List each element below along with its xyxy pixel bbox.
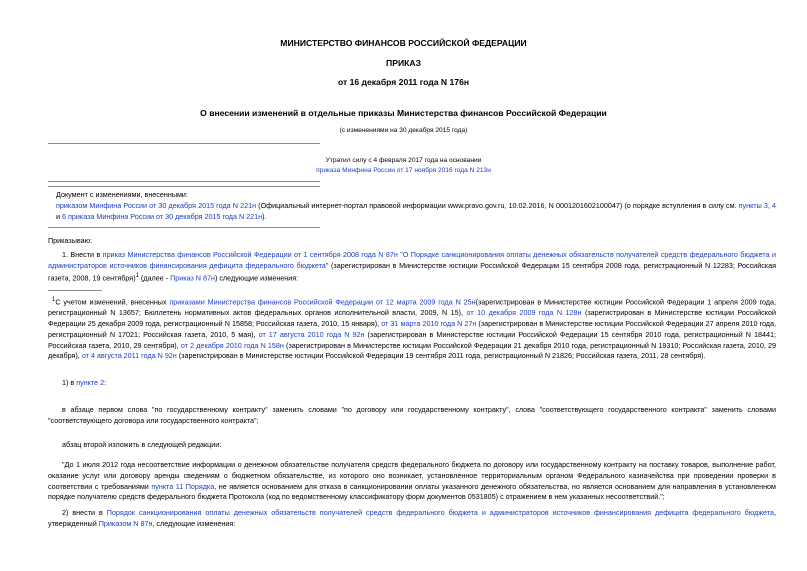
lost-force-link[interactable] <box>0 166 807 177</box>
order-word: Приказываю: <box>48 236 92 245</box>
changes-block <box>56 190 776 222</box>
doc-type-heading: ПРИКАЗ <box>386 58 421 68</box>
fn-link-25n[interactable]: приказами Министерства финансов Российской Федерации от 12 марта 2009 года N 25н <box>169 297 476 307</box>
fn-text-g: (зарегистрирован в Министерстве юстиции Российской Федерации 19 сентября 2011 года, регистрационный N 21826; Российская газета, 2011, 28 сентября). <box>176 351 706 361</box>
p1-text-c: (зарегистрирован в Министерстве юстиции Российской Федерации 15 сентября 2008 года, регистрационный N 12283; Российская газета, 2008, 19 сентября) <box>48 260 776 283</box>
divider <box>48 143 320 144</box>
divider <box>48 181 320 182</box>
fn-link-92n-2010[interactable]: от 17 августа 2010 года N 92н <box>258 329 365 339</box>
changes-text-1: (Официальный интернет-портал правовой информации www.pravo.gov.ru, 10.02.2016, N 0001201602100047) (о порядке вступления в силу см. <box>256 200 739 210</box>
ministry-heading: МИНИСТЕРСТВО ФИНАНСОВ РОССИЙСКОЙ ФЕДЕРАЦИИ <box>280 38 527 48</box>
changes-text <box>56 201 776 223</box>
quote-text-a: "До 1 июля 2012 года несоответствие информации о денежном обязательстве получателя средств федерального бюджета по договору или государственному контракту на поставку товаров, выполнение работ, оказание услуг или договору аренды сведениям о бюджетном обязательстве, из которого оно возникает, установленное территориальным органом Федерального казначейства при проведении проверки в соответствии с требованиями <box>48 460 776 491</box>
doc-date-heading: от 16 декабря 2011 года N 176н <box>337 77 470 87</box>
item-2-text-b: , утвержденный <box>48 508 777 528</box>
fn-link-158n[interactable]: от 2 декабря 2010 года N 158н <box>180 340 284 350</box>
fn-text-e: (зарегистрирован в Министерстве юстиции Российской Федерации 15 сентября 2010 года, регистрационный N 18441; Российская газета, 2010, 29 сентября), <box>48 329 777 350</box>
abz-2 <box>48 440 776 451</box>
point-2-link[interactable]: пункте 2 <box>76 378 105 387</box>
fn-text-b: (зарегистрирован в Министерстве юстиции Российской Федерации 1 апреля 2009 года, регистрационный N 13657; Бюллетень нормативных актов федеральных органов исполнительной власти, 2009, N 15), <box>48 297 776 318</box>
lost-force-text: Утратил силу с 4 февраля 2017 года на основании <box>325 157 482 164</box>
item-1-text-b: : <box>104 378 107 387</box>
order-87n-link-2[interactable]: Приказом N 87н <box>98 518 153 528</box>
fn-text-a: С учетом изменений, внесенных <box>55 297 170 307</box>
point-11-link[interactable]: пункта 11 Порядка <box>151 481 215 491</box>
fn-text-d: (зарегистрирован в Министерстве юстиции Российской Федерации 27 апреля 2010 года, регистрационный N 17021; Российская газета, 2010, 5 мая), <box>48 318 776 339</box>
footnote-block <box>48 295 776 362</box>
fn-text-c: (зарегистрирован в Министерстве юстиции Российской Федерации 25 декабря 2009 года, регистрационный N 15858; Российская газета, 2010, 15 января), <box>48 308 776 328</box>
item-2-text-c: , следующие изменения: <box>152 518 236 528</box>
fn-text-f: (зарегистрирован в Министерстве юстиции Российской Федерации 21 декабря 2010 года, регистрационный N 19310; Российская газета, 2010, 29 декабря), <box>48 340 777 361</box>
abz-2-text: абзац второй изложить в следующей редакции: <box>62 440 222 449</box>
item-2 <box>48 508 776 530</box>
procedure-link[interactable]: Порядок санкционирования оплаты денежных обязательств получателей средств федерального бюджета и администраторов источников финансирования дефицита федерального бюджета <box>106 508 775 517</box>
abz-1 <box>48 405 776 427</box>
quote-text <box>48 460 776 503</box>
footnote-text: $^1$С учетом изменений, внесенных приказами Министерства финансов Российской Федерации от 12 марта 2009 года N 25н(зарегистрирован в Министерстве юстиции Российской Федерации 1 апреля 2009 года, регистрационный N 13657; Бюллетень нормативных актов федеральных органов исполнительной власти, 2009, N 15), от 10 декабря 2009 года N 128н (зарегистрирован в Министерстве юстиции Российской Федерации 25 декабря 2009 года, регистрационный N 15858; Российская газета, 2010, 15 января), от 31 марта 2010 года N 27н (зарегистрирован в Министерстве юстиции Российской Федерации 27 апреля 2010 года, регистрационный N 17021; Российская газета, 2010, 5 мая), от 17 августа 2010 года N 92н (зарегистрирован в Министерстве юстиции Российской Федерации 15 сентября 2010 года, регистрационный N 18441; Российская газета, 2010, 29 сентября), от 2 декабря 2010 года N 158н (зарегистрирован в Министерстве юстиции Российской Федерации 21 декабря 2010 года, регистрационный N 19310; Российская газета, 2010, 29 декабря), от 4 августа 2011 года N 92н (зарегистрирован в Министерстве юстиции Российской Федерации 19 сентября 2011 года, регистрационный N 21826; Российская газета, 2011, 28 сентября). <box>48 297 777 361</box>
footnote-divider <box>48 290 102 291</box>
p1-text-a: 1. Внести в <box>62 249 103 259</box>
item-2-text-a: 2) внести в <box>62 508 107 517</box>
quote-text-b: , не является основанием для отказа в санкционировании оплаты указанного денежного обязательства, но является основанием для направления в установленном порядке получателю средств федерального бюджета Протокола (код по ведомственному классификатору форм документов 0531805) с отражением в нем указанных несоответствий."; <box>48 481 776 502</box>
changes-intro: Документ с изменениями, внесенными: <box>56 190 188 199</box>
item-1-text-a: 1) в <box>62 378 77 387</box>
order-87n-short-link[interactable]: Приказ N 87н <box>170 273 215 283</box>
changes-link-point6[interactable]: 6 приказа Минфина России от 30 декабря 2015 года N 221н <box>62 211 263 221</box>
order-87n-title-link[interactable]: "О Порядке санкционирования оплаты денежных обязательств получателей средств федерального бюджета и администраторов источников финансирования дефицита федерального бюджета" <box>48 249 776 270</box>
p1-text-d: (далее - <box>138 273 171 283</box>
divider <box>48 227 320 228</box>
doc-title: О внесении изменений в отдельные приказы Министерства финансов Российской Федерации <box>200 108 607 118</box>
quote-block <box>48 460 776 503</box>
lost-force-order-link[interactable]: приказа Минфина России от 17 ноября 2016 года N 213н <box>316 167 491 174</box>
changes-link-221n[interactable]: приказом Минфина России от 30 декабря 2015 года N 221н <box>56 200 257 210</box>
divider <box>48 186 320 187</box>
fn-link-92n-2011[interactable]: от 4 августа 2011 года N 92н <box>81 351 177 361</box>
item-1 <box>48 378 776 389</box>
abz-1-text: в абзаце первом слова "по государственному контракту" заменить словами "по договору или государственному контракту", слова "соответствующего государственного контракта" заменить словами "соответствующего договора или государственного контракта"; <box>48 405 776 425</box>
changes-text-2: и <box>56 211 63 221</box>
changes-text-3: ). <box>262 211 267 221</box>
point-1-paragraph: 1. Внести в приказ Министерства финансов Российской Федерации от 1 сентября 2008 года N 87н "О Порядке санкционирования оплаты денежных обязательств получателей средств федерального бюджета и администраторов источников финансирования дефицита федерального бюджета" (зарегистрирован в Министерстве юстиции Российской Федерации 15 сентября 2008 года, регистрационный N 12283; Российская газета, 2008, 19 сентября)$^1$ (далее - Приказ N 87н) следующие изменения: <box>48 249 776 283</box>
amend-note: (с изменениями на 30 декабря 2015 года) <box>339 127 468 134</box>
fn-link-128n[interactable]: от 10 декабря 2009 года N 128н <box>466 308 582 318</box>
order-87n-link[interactable]: приказ Министерства финансов Российской Федерации от 1 сентября 2008 года N 87н <box>102 249 398 259</box>
p1-text-e: ) следующие изменения: <box>214 273 299 283</box>
fn-link-27n[interactable]: от 31 марта 2010 года N 27н <box>381 318 477 328</box>
changes-link-points[interactable]: пункты 3, 4 <box>738 200 776 210</box>
item-1-heading <box>48 378 776 389</box>
order-block <box>48 236 776 285</box>
item-2-text <box>48 508 776 530</box>
